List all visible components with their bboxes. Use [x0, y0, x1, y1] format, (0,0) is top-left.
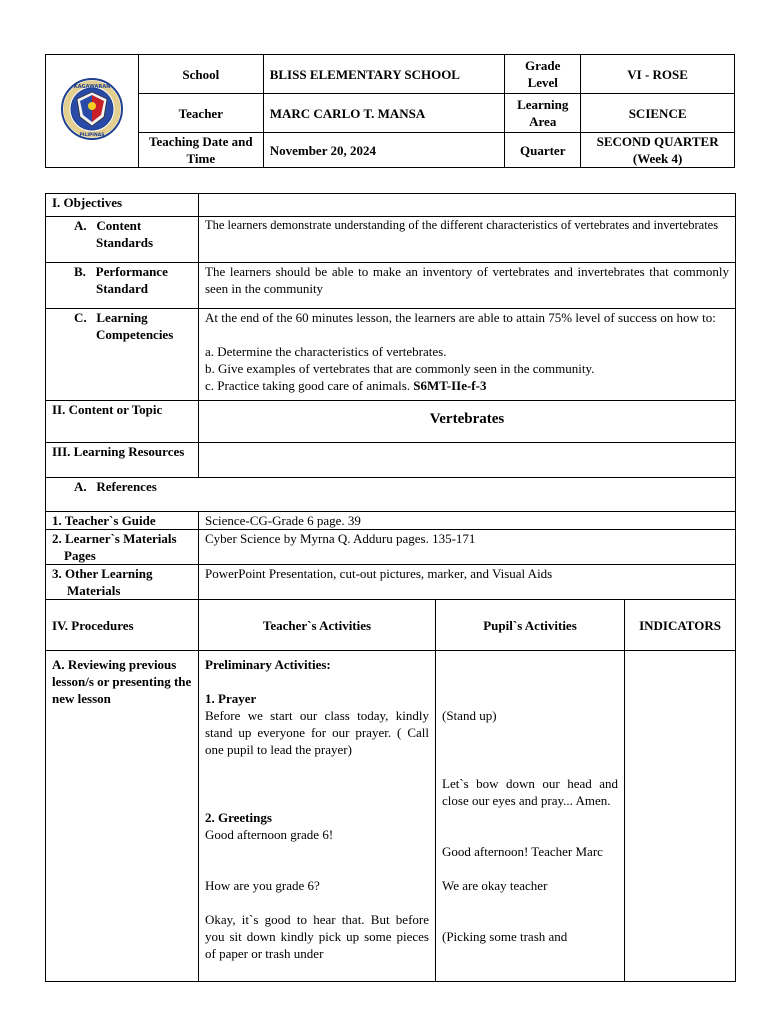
pupil-activities-header: Pupil`s Activities	[436, 600, 625, 651]
pupil-picking-trash: (Picking some trash and	[442, 929, 568, 944]
greetings-title: 2. Greetings	[205, 810, 272, 825]
quarter-label: Quarter	[505, 133, 581, 168]
lesson-plan-table	[45, 193, 736, 982]
svg-text:KAGAWARAN: KAGAWARAN	[73, 84, 111, 90]
header-table	[45, 54, 735, 168]
references-label: References	[96, 479, 157, 494]
competency-b: b. Give examples of vertebrates that are commonly seen in the community.	[205, 361, 595, 376]
performance-standard-text: The learners should be able to make an inventory of vertebrates and invertebrates that commonly seen in the community	[199, 263, 736, 309]
prayer-text: Before we start our class today, kindly stand up everyone for our prayer. ( Call one pupil to lead the prayer)	[205, 708, 429, 757]
preliminary-title: Preliminary Activities:	[205, 657, 331, 672]
teachers-guide-label: 1. Teacher`s Guide	[46, 512, 199, 530]
grade-label: Grade Level	[505, 55, 581, 94]
quarter-value: SECOND QUARTER (Week 4)	[581, 133, 735, 168]
indicators-header: INDICATORS	[625, 600, 736, 651]
school-label: School	[138, 55, 263, 94]
other-materials-label	[46, 565, 199, 600]
how-are-you-text: How are you grade 6?	[205, 878, 320, 893]
references-marker: A.	[74, 479, 87, 494]
references-row	[46, 478, 736, 512]
teachers-guide-value: Science-CG-Grade 6 page. 39	[199, 512, 736, 530]
other-materials-value: PowerPoint Presentation, cut-out pictures, marker, and Visual Aids	[199, 565, 736, 600]
competencies-intro: At the end of the 60 minutes lesson, the learners are able to attain 75% level of success on how to:	[205, 310, 716, 325]
competency-code: S6MT-IIe-f-3	[413, 378, 487, 393]
competency-a: a. Determine the characteristics of vertebrates.	[205, 344, 447, 359]
svg-text:PILIPINAS: PILIPINAS	[79, 133, 105, 138]
learning-competencies-cell	[199, 309, 736, 401]
pupil-greeting: Good afternoon! Teacher Marc	[442, 844, 603, 859]
learners-materials-title: 2. Learner`s Materials Pages	[52, 531, 177, 563]
competency-c: c. Practice taking good care of animals. S6MT-IIe-f-3	[205, 378, 487, 393]
objectives-label: I. Objectives	[46, 194, 199, 217]
learning-competencies-title: Learning Competencies	[96, 310, 174, 342]
pupil-prayer: Let`s bow down our head and close our eyes and pray... Amen.	[442, 776, 618, 808]
content-standards-label	[46, 217, 199, 263]
deped-seal-icon	[60, 77, 124, 141]
learning-resources-cell	[199, 443, 736, 478]
step-a-label: A. Reviewing previous lesson/s or presenting the new lesson	[46, 651, 199, 982]
date-value: November 20, 2024	[263, 133, 505, 168]
indicators-cell	[625, 651, 736, 982]
content-topic-value: Vertebrates	[429, 411, 505, 427]
teacher-label: Teacher	[138, 94, 263, 133]
learners-materials-value: Cyber Science by Myrna Q. Adduru pages. 135-171	[199, 530, 736, 565]
area-label: Learning Area	[505, 94, 581, 133]
learning-competencies-marker: C.	[74, 310, 87, 325]
teacher-activities-cell	[199, 651, 436, 982]
pupil-stand-up: (Stand up)	[442, 708, 497, 723]
prayer-title: 1. Prayer	[205, 691, 257, 706]
pick-trash-text: Okay, it`s good to hear that. But before you sit down kindly pick up some pieces of paper or trash under	[205, 912, 429, 961]
content-standards-marker: A.	[74, 218, 87, 233]
other-materials-title: 3. Other Learning Materials	[52, 566, 153, 598]
deped-seal	[46, 55, 139, 168]
content-topic-label: II. Content or Topic	[46, 401, 199, 443]
content-standards-title: Content Standards	[96, 218, 154, 250]
performance-standard-marker: B.	[74, 264, 86, 279]
learners-materials-label	[46, 530, 199, 565]
pupil-okay: We are okay teacher	[442, 878, 548, 893]
teacher-activities-header: Teacher`s Activities	[199, 600, 436, 651]
teacher-value: MARC CARLO T. MANSA	[263, 94, 505, 133]
procedures-label: IV. Procedures	[46, 600, 199, 651]
learning-resources-title: III. Learning Resources	[52, 444, 185, 459]
performance-standard-label	[46, 263, 199, 309]
learning-competencies-label	[46, 309, 199, 401]
greetings-text: Good afternoon grade 6!	[205, 827, 334, 842]
date-label: Teaching Date and Time	[138, 133, 263, 168]
pupil-activities-cell	[436, 651, 625, 982]
learning-resources-label	[46, 443, 199, 478]
objectives-cell	[199, 194, 736, 217]
school-value: BLISS ELEMENTARY SCHOOL	[263, 55, 505, 94]
area-value: SCIENCE	[581, 94, 735, 133]
content-standards-text: The learners demonstrate understanding of the different characteristics of vertebrates and invertebrates	[199, 217, 736, 263]
performance-standard-title: Performance Standard	[95, 264, 168, 296]
grade-value: VI - ROSE	[581, 55, 735, 94]
content-topic-cell	[199, 401, 736, 443]
